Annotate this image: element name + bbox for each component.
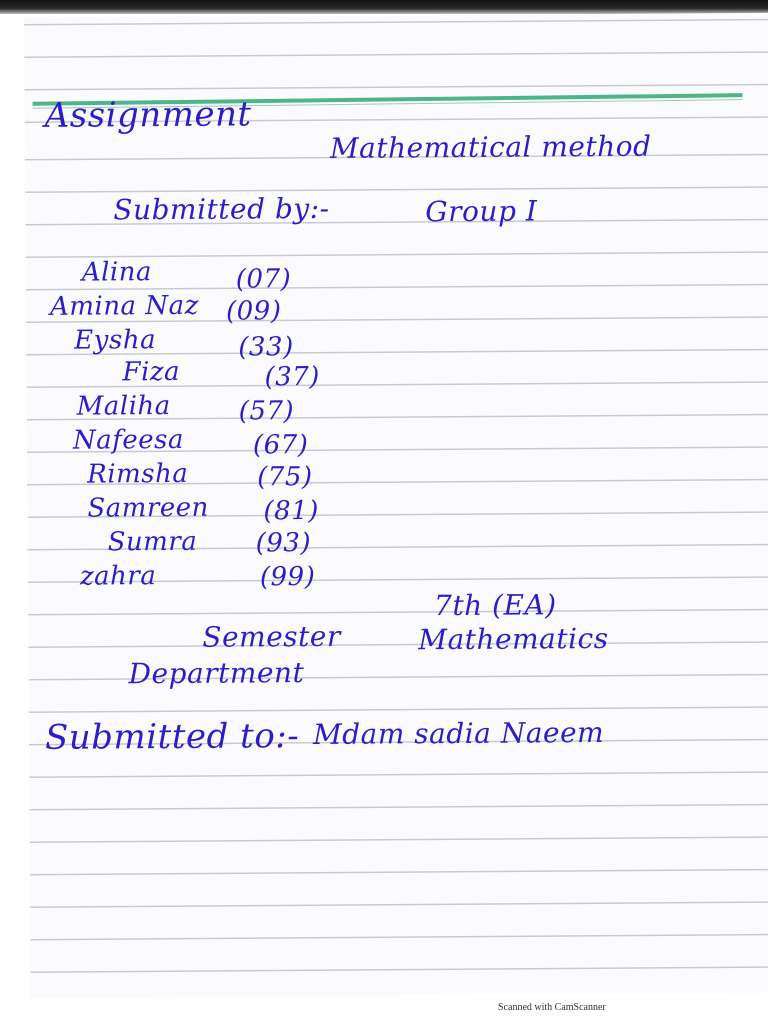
member-name: Amina Naz (49, 290, 199, 322)
member-name: Alina (81, 257, 153, 288)
submitted-to-label: Submitted to:- (44, 716, 300, 758)
member-roll: (37) (264, 361, 320, 393)
member-name: Eysha (74, 325, 157, 356)
department-label: Department (128, 656, 305, 691)
assignment-heading: Assignment (44, 94, 252, 136)
member-name: Samreen (87, 492, 209, 524)
semester-label: Semester (202, 619, 341, 654)
scan-top-edge (0, 0, 768, 14)
subject-title: Mathematical method (329, 129, 652, 165)
member-roll: (09) (225, 296, 282, 327)
member-roll: (93) (255, 528, 312, 559)
notebook-page (24, 13, 768, 998)
member-name: Maliha (76, 390, 171, 422)
group-name: Group I (425, 194, 538, 229)
semester-value: 7th (EA) (433, 588, 557, 623)
scanner-watermark: Scanned with CamScanner (498, 1002, 606, 1013)
member-roll: (99) (259, 561, 316, 593)
member-name: Nafeesa (72, 424, 185, 456)
member-name: zahra (79, 561, 157, 592)
member-name: Fiza (122, 356, 181, 388)
member-roll: (81) (263, 495, 319, 527)
member-roll: (07) (235, 264, 292, 295)
submitted-by-label: Submitted by:- (113, 191, 330, 227)
member-roll: (75) (257, 461, 313, 493)
teacher-name: Mdam sadia Naeem (312, 715, 605, 751)
member-name: Sumra (107, 526, 198, 558)
member-roll: (67) (252, 430, 309, 461)
member-roll: (33) (238, 332, 294, 363)
member-roll: (57) (238, 396, 295, 427)
member-name: Rimsha (87, 458, 189, 490)
department-value: Mathematics (418, 621, 609, 657)
